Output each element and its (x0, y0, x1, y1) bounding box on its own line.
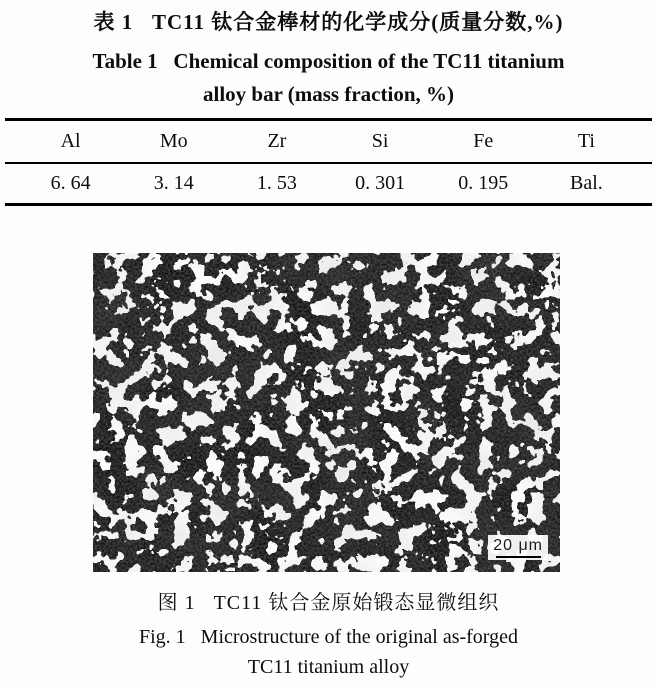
table-title-english-line2: alloy bar (mass fraction, %) (202, 82, 454, 106)
value-cell-si: 0. 301 (355, 172, 406, 194)
value-cell-al: 6. 64 (50, 172, 91, 194)
value-cell-fe: 0. 195 (458, 172, 509, 194)
scale-bar-line (496, 556, 541, 558)
header-cell-ti: Ti (577, 130, 595, 152)
value-cell-mo: 3. 14 (153, 172, 194, 194)
micrograph-shading (93, 253, 560, 572)
header-cell-si: Si (371, 130, 389, 152)
composition-table-data-row (5, 164, 652, 203)
value-cell-zr: 1. 53 (256, 172, 297, 194)
scale-bar-label: 20 μm (493, 537, 543, 554)
figure-caption-chinese: 图 1 TC11 钛合金原始锻态显微组织 (157, 592, 500, 614)
value-cell-ti: Bal. (570, 172, 603, 194)
micrograph-figure (93, 253, 560, 572)
header-cell-zr: Zr (267, 130, 287, 152)
figure-caption-english-line1: Fig. 1 Microstructure of the original as-forged (139, 626, 518, 648)
header-cell-al: Al (60, 130, 81, 152)
composition-table-header-row (5, 121, 652, 164)
header-cell-fe: Fe (473, 130, 494, 152)
composition-table (5, 118, 652, 206)
header-cell-mo: Mo (159, 130, 188, 152)
scale-bar (488, 535, 548, 560)
micrograph-image (93, 253, 560, 572)
figure-caption-english-line2: TC11 titanium alloy (247, 656, 410, 678)
table-title-chinese: 表 1 TC11 钛合金棒材的化学成分(质量分数,%) (93, 10, 564, 34)
table-title-english-line1: Table 1 Chemical composition of the TC11 titanium (92, 49, 565, 73)
